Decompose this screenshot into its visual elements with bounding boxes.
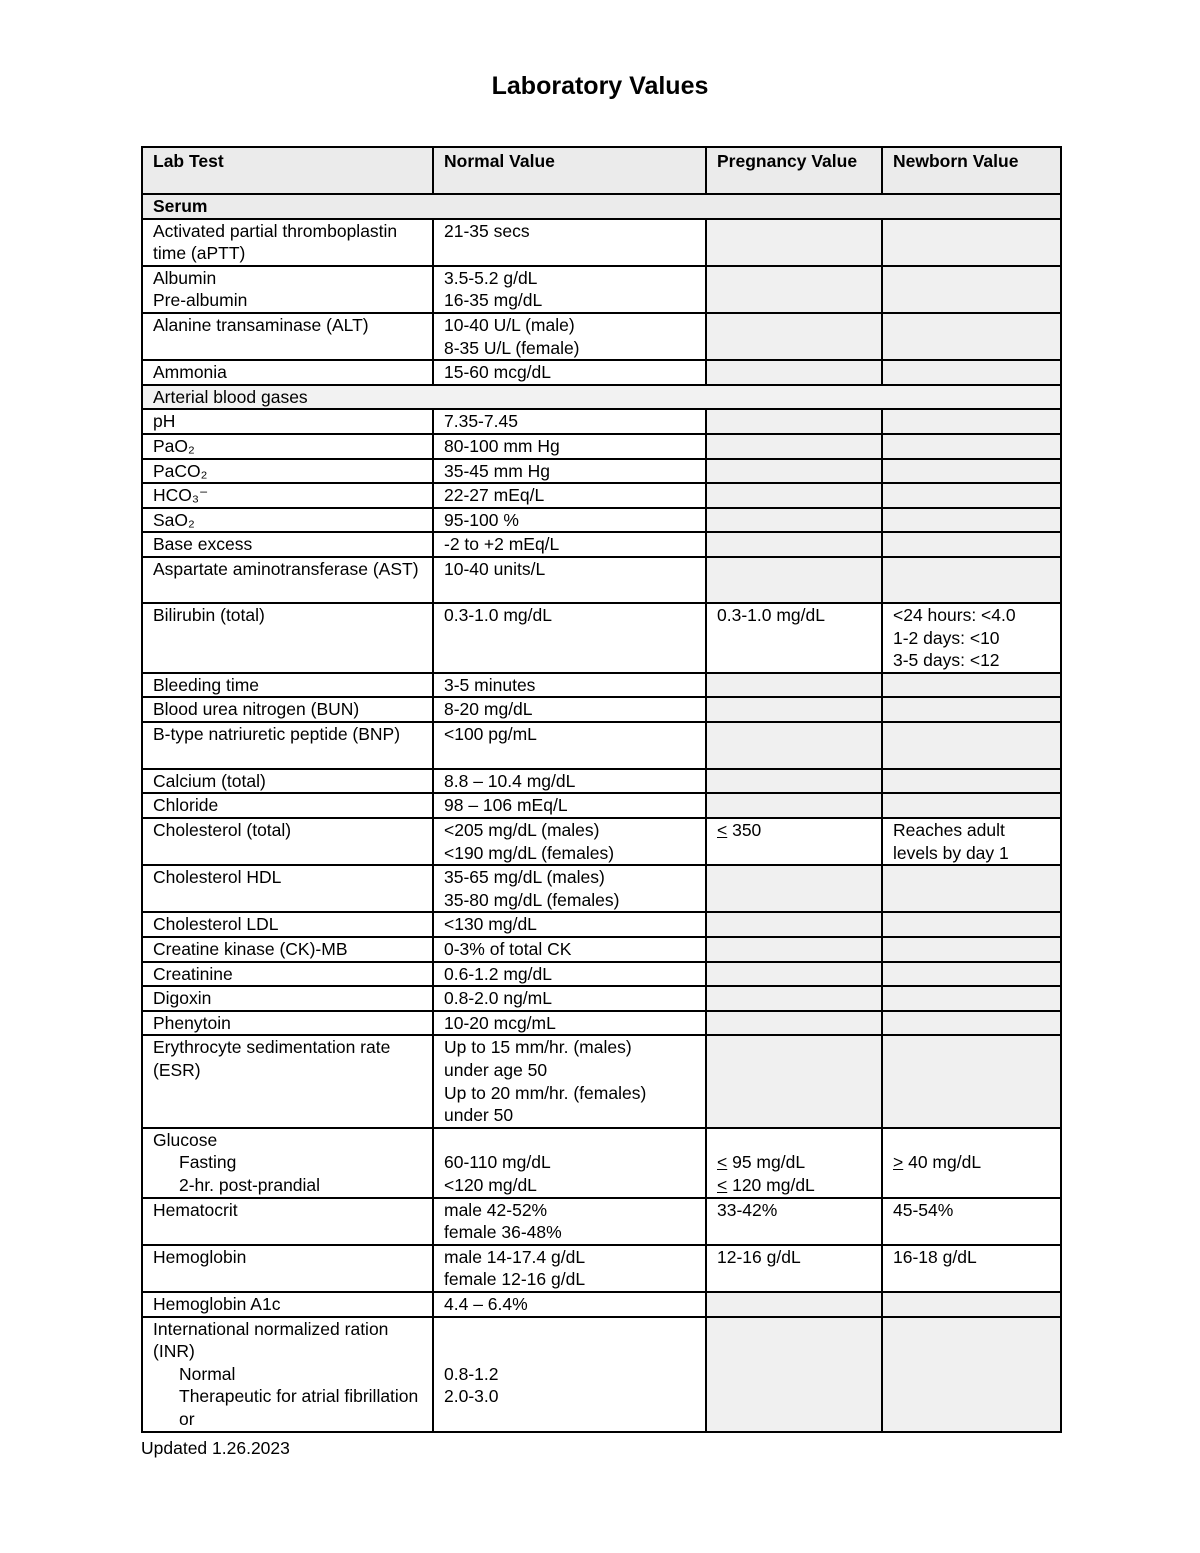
newborn-value: 16-18 g/dL (882, 1245, 1061, 1292)
test-name: SaO₂ (142, 508, 433, 533)
value-line: 60-110 mg/dL (444, 1152, 551, 1173)
pregnancy-value (706, 1035, 882, 1127)
normal-value: <130 mg/dL (433, 912, 706, 937)
value-text: 120 mg/dL (727, 1174, 815, 1195)
test-name: Creatine kinase (CK)-MB (142, 937, 433, 962)
normal-value (433, 1245, 706, 1292)
normal-value (433, 1317, 706, 1432)
value-line: under age 50 (444, 1060, 548, 1080)
newborn-value (882, 937, 1061, 962)
newborn-value (882, 603, 1061, 673)
test-name: Alanine transaminase (ALT) (142, 313, 433, 360)
normal-value: 0.6-1.2 mg/dL (433, 962, 706, 987)
newborn-value (882, 865, 1061, 912)
test-line: Therapeutic for atrial fibrillation or (179, 1386, 419, 1429)
normal-value (433, 313, 706, 360)
pregnancy-value (706, 532, 882, 557)
table-row (142, 986, 1061, 1011)
newborn-value (882, 1292, 1061, 1317)
test-name: Hemoglobin (142, 1245, 433, 1292)
pregnancy-value: 33-42% (706, 1198, 882, 1245)
page-title: Laboratory Values (491, 72, 709, 100)
newborn-value (882, 483, 1061, 508)
newborn-value (882, 1128, 1061, 1198)
table-row (142, 769, 1061, 794)
value-text: 350 (727, 820, 762, 841)
test-line: International normalized ration (INR) (153, 1318, 389, 1362)
newborn-value (882, 769, 1061, 794)
pregnancy-value (706, 986, 882, 1011)
newborn-value (882, 962, 1061, 987)
value-line: female 12-16 g/dL (444, 1269, 586, 1290)
newborn-value (882, 722, 1061, 769)
table-row (142, 1198, 1061, 1245)
pregnancy-value (706, 937, 882, 962)
normal-value: 8.8 – 10.4 mg/dL (433, 769, 706, 794)
value-line (717, 1174, 873, 1197)
value-line: 16-35 mg/dL (444, 290, 543, 311)
normal-value: 22-27 mEq/L (433, 483, 706, 508)
newborn-value (882, 266, 1061, 313)
pregnancy-value: 0.3-1.0 mg/dL (706, 603, 882, 673)
value-line: 35-80 mg/dL (females) (444, 889, 620, 910)
col-header-normal-value: Normal Value (433, 147, 706, 194)
test-name: Cholesterol (total) (142, 818, 433, 865)
normal-value: 80-100 mm Hg (433, 434, 706, 459)
test-name: Blood urea nitrogen (BUN) (142, 697, 433, 722)
value-line: 0.8-1.2 (444, 1363, 499, 1384)
test-line: Fasting (179, 1152, 237, 1173)
table-row (142, 818, 1061, 865)
newborn-value (882, 673, 1061, 698)
test-name: Hematocrit (142, 1198, 433, 1245)
newborn-value: 45-54% (882, 1198, 1061, 1245)
normal-value: 21-35 secs (433, 219, 706, 266)
test-name: Erythrocyte sedimentation rate (ESR) (142, 1035, 433, 1127)
table-row (142, 1011, 1061, 1036)
test-line: Normal (179, 1363, 236, 1384)
normal-value: 4.4 – 6.4% (433, 1292, 706, 1317)
test-name: B-type natriuretic peptide (BNP) (142, 722, 433, 769)
table-row (142, 673, 1061, 698)
table-row (142, 459, 1061, 484)
table-row (142, 360, 1061, 385)
table-row (142, 962, 1061, 987)
normal-value: 35-45 mm Hg (433, 459, 706, 484)
table-row (142, 603, 1061, 673)
table-row (142, 508, 1061, 533)
value-line (893, 1151, 1052, 1174)
pregnancy-value (706, 793, 882, 818)
table-row (142, 266, 1061, 313)
value-line: 1-2 days: <10 (893, 627, 1000, 648)
normal-value (433, 1128, 706, 1198)
value-line: female 36-48% (444, 1222, 562, 1243)
normal-value: 0.8-2.0 ng/mL (433, 986, 706, 1011)
test-name (142, 1317, 433, 1432)
value-line: Up to 15 mm/hr. (males) (444, 1037, 632, 1058)
test-name: Digoxin (142, 986, 433, 1011)
normal-value (433, 1198, 706, 1245)
table-header-row (142, 147, 1061, 194)
pregnancy-value (706, 483, 882, 508)
pregnancy-value (706, 962, 882, 987)
pregnancy-value (706, 313, 882, 360)
less-equal-symbol: < (717, 1174, 728, 1195)
table-row (142, 865, 1061, 912)
lab-values-table (141, 146, 1062, 1433)
section-row (142, 194, 1061, 219)
test-name: Ammonia (142, 360, 433, 385)
normal-value: 0.3-1.0 mg/dL (433, 603, 706, 673)
table-row (142, 313, 1061, 360)
pregnancy-value (706, 912, 882, 937)
newborn-value (882, 459, 1061, 484)
test-name: Calcium (total) (142, 769, 433, 794)
test-name: Phenytoin (142, 1011, 433, 1036)
test-name: Bleeding time (142, 673, 433, 698)
table-row (142, 1317, 1061, 1432)
newborn-value (882, 532, 1061, 557)
normal-value (433, 266, 706, 313)
normal-value (433, 1035, 706, 1127)
normal-value: 98 – 106 mEq/L (433, 793, 706, 818)
newborn-value (882, 219, 1061, 266)
test-line: Glucose (153, 1129, 218, 1150)
table-row (142, 1245, 1061, 1292)
normal-value (433, 865, 706, 912)
table-row (142, 434, 1061, 459)
normal-value: 8-20 mg/dL (433, 697, 706, 722)
test-name: PaO₂ (142, 434, 433, 459)
table-row (142, 1292, 1061, 1317)
value-line: male 42-52% (444, 1199, 548, 1220)
table-row (142, 532, 1061, 557)
col-header-lab-test: Lab Test (142, 147, 433, 194)
col-header-newborn-value: Newborn Value (882, 147, 1061, 194)
newborn-value: Reaches adult levels by day 1 (882, 818, 1061, 865)
group-arterial-blood-gases: Arterial blood gases (142, 385, 1061, 410)
test-name: Base excess (142, 532, 433, 557)
test-name (142, 266, 433, 313)
newborn-value (882, 313, 1061, 360)
newborn-value (882, 1317, 1061, 1432)
normal-value: 3-5 minutes (433, 673, 706, 698)
normal-value: 15-60 mcg/dL (433, 360, 706, 385)
value-line: 3-5 days: <12 (893, 650, 1000, 671)
updated-footer: Updated 1.26.2023 (141, 1438, 290, 1458)
test-line: Albumin (153, 267, 217, 288)
normal-value: <100 pg/mL (433, 722, 706, 769)
newborn-value (882, 986, 1061, 1011)
less-equal-symbol: < (717, 820, 728, 841)
pregnancy-value (706, 459, 882, 484)
normal-value: 10-20 mcg/mL (433, 1011, 706, 1036)
test-name: Creatinine (142, 962, 433, 987)
newborn-value (882, 434, 1061, 459)
value-line: Up to 20 mm/hr. (females) (444, 1082, 647, 1103)
newborn-value (882, 912, 1061, 937)
table-row (142, 1035, 1061, 1127)
value-line: <205 mg/dL (males) (444, 820, 600, 841)
pregnancy-value (706, 219, 882, 266)
less-equal-symbol: < (717, 1152, 728, 1173)
pregnancy-value (706, 697, 882, 722)
normal-value: 0-3% of total CK (433, 937, 706, 962)
pregnancy-value (706, 1317, 882, 1432)
value-line: 8-35 U/L (female) (444, 337, 580, 358)
test-name: HCO₃⁻ (142, 483, 433, 508)
test-name: Aspartate aminotransferase (AST) (142, 557, 433, 603)
table-row (142, 1128, 1061, 1198)
pregnancy-value (706, 1011, 882, 1036)
value-line: <24 hours: <4.0 (893, 604, 1016, 625)
value-line: <120 mg/dL (444, 1174, 537, 1195)
group-row (142, 385, 1061, 410)
table-row (142, 557, 1061, 603)
newborn-value (882, 557, 1061, 603)
section-serum: Serum (142, 194, 1061, 219)
test-name: Hemoglobin A1c (142, 1292, 433, 1317)
pregnancy-value (706, 266, 882, 313)
pregnancy-value (706, 865, 882, 912)
test-name: pH (142, 409, 433, 434)
pregnancy-value (706, 409, 882, 434)
pregnancy-value (706, 769, 882, 794)
newborn-value (882, 508, 1061, 533)
pregnancy-value (706, 1292, 882, 1317)
test-name: Activated partial thromboplastin time (aPTT) (142, 219, 433, 266)
normal-value (433, 818, 706, 865)
normal-value: 10-40 units/L (433, 557, 706, 603)
pregnancy-value (706, 360, 882, 385)
table-row (142, 912, 1061, 937)
newborn-value (882, 697, 1061, 722)
pregnancy-value: 12-16 g/dL (706, 1245, 882, 1292)
newborn-value (882, 409, 1061, 434)
table-row (142, 219, 1061, 266)
pregnancy-value (706, 557, 882, 603)
newborn-value (882, 360, 1061, 385)
value-line: <190 mg/dL (females) (444, 842, 615, 863)
test-name: PaCO₂ (142, 459, 433, 484)
table-row (142, 793, 1061, 818)
pregnancy-value (706, 673, 882, 698)
test-name: Cholesterol LDL (142, 912, 433, 937)
table-row (142, 483, 1061, 508)
newborn-value (882, 1035, 1061, 1127)
newborn-value (882, 1011, 1061, 1036)
table-row (142, 697, 1061, 722)
col-header-pregnancy-value: Pregnancy Value (706, 147, 882, 194)
value-line (717, 1151, 873, 1174)
pregnancy-value (706, 1128, 882, 1198)
value-line: 35-65 mg/dL (males) (444, 867, 605, 888)
test-line: Pre-albumin (153, 290, 248, 311)
pregnancy-value (706, 722, 882, 769)
normal-value: 95-100 % (433, 508, 706, 533)
value-text: 95 mg/dL (727, 1152, 806, 1173)
test-name: Cholesterol HDL (142, 865, 433, 912)
test-name: Chloride (142, 793, 433, 818)
normal-value: -2 to +2 mEq/L (433, 532, 706, 557)
value-text: 40 mg/dL (903, 1152, 982, 1173)
test-name: Bilirubin (total) (142, 603, 433, 673)
pregnancy-value (706, 818, 882, 865)
table-row (142, 409, 1061, 434)
value-line: under 50 (444, 1105, 514, 1126)
pregnancy-value (706, 434, 882, 459)
value-line: 10-40 U/L (male) (444, 314, 575, 335)
table-row (142, 722, 1061, 769)
test-name (142, 1128, 433, 1198)
pregnancy-value (706, 508, 882, 533)
greater-equal-symbol: > (893, 1152, 904, 1173)
value-line: male 14-17.4 g/dL (444, 1246, 586, 1267)
newborn-value (882, 793, 1061, 818)
value-line: 2.0-3.0 (444, 1386, 499, 1407)
test-line: 2-hr. post-prandial (179, 1174, 321, 1195)
table-row (142, 937, 1061, 962)
value-line: 3.5-5.2 g/dL (444, 267, 538, 288)
normal-value: 7.35-7.45 (433, 409, 706, 434)
